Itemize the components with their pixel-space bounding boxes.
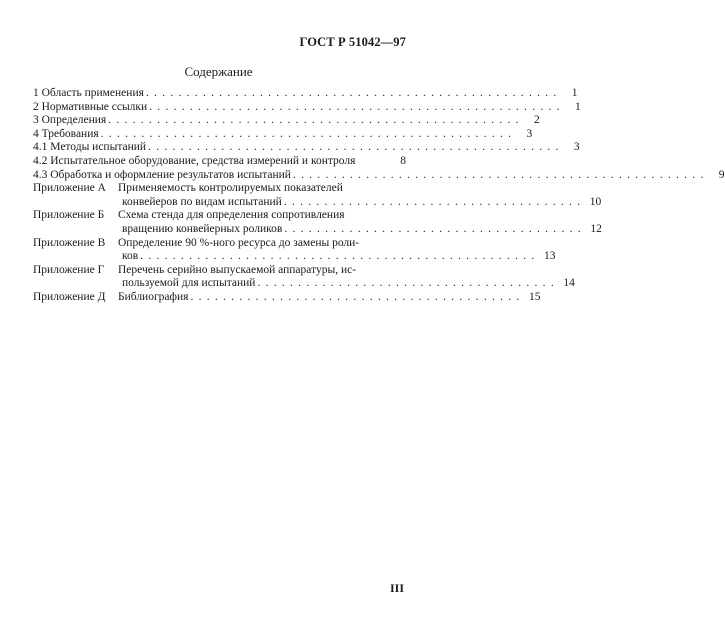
toc-entry-page: 8: [400, 154, 406, 167]
toc-entry-text: 4.2 Испытательное оборудование, средства измерений и контроля: [33, 154, 356, 167]
toc-entry-page: 3: [526, 127, 533, 140]
leader-dots: . . . . . . . . . . . . . . . . . . . . . . . . . . . . . . . . . . . . .: [284, 222, 582, 235]
toc-entry-page: 9: [718, 168, 725, 181]
appendix-page: 14: [563, 277, 575, 290]
leader-dots: . . . . . . . . . . . . . . . . . . . . . . . . . . . . . . . . . . . . .: [283, 195, 582, 208]
leader-dots: . . . . . . . . . . . . . . . . . . . . . . . . . . . . . . . . . . . . . . . . . . . . . . . . . . .: [148, 141, 560, 154]
appendix-label: Приложение В: [33, 236, 106, 249]
toc-entry-text: 3 Определения: [33, 114, 107, 127]
appendix-title-line2: пользуемой для испытаний: [122, 277, 256, 290]
toc-entry-text: 1 Область применения: [33, 87, 144, 99]
leader-dots: . . . . . . . . . . . . . . . . . . . . . . . . . . . . . . . . . . . . . . . . . . . . . . . . . . .: [108, 114, 520, 127]
toc-title: Содержание: [184, 64, 253, 79]
leader-dots: . . . . . . . . . . . . . . . . . . . . . . . . . . . . . . . . . . . . . . . . . . . . . . . . . . .: [100, 127, 513, 140]
leader-dots: . . . . . . . . . . . . . . . . . . . . . . . . . . . . . . . . . . . . .: [257, 277, 555, 290]
appendix-page: 10: [589, 195, 602, 208]
appendix-title-line2: ков: [122, 250, 139, 263]
toc-entry-text: 4.3 Обработка и оформление результатов испытаний: [33, 168, 291, 181]
toc-appendix-g: [33, 263, 575, 291]
appendix-page: 12: [590, 222, 602, 235]
appendix-title-line1: Перечень серийно выпускаемой аппаратуры, ис-: [118, 263, 357, 276]
appendix-page: 15: [529, 290, 541, 303]
appendix-title-line1: Определение 90 %-ного ресурса до замены роли-: [118, 236, 360, 249]
appendix-label: Приложение А: [33, 182, 106, 195]
appendix-label: Приложение Б: [33, 209, 105, 222]
appendix-page: 13: [543, 250, 556, 263]
toc-appendix-a: [33, 182, 602, 209]
page-number: III: [389, 581, 404, 595]
appendix-title-line2: вращению конвейерных роликов: [122, 222, 283, 235]
toc-entry-page: 1: [571, 87, 578, 99]
toc-entry: [33, 127, 533, 142]
toc-entry: [33, 141, 580, 155]
toc-entry-text: 4.1 Методы испытаний: [33, 141, 147, 154]
appendix-title-line2: конвейеров по видам испытаний: [122, 195, 282, 208]
toc-entry-page: 2: [534, 114, 540, 127]
table-of-contents: [33, 87, 725, 305]
toc-appendix-d: [33, 290, 541, 305]
leader-dots: . . . . . . . . . . . . . . . . . . . . . . . . . . . . . . . . . . . . . . . . .: [190, 290, 521, 303]
toc-entry: [33, 155, 406, 169]
toc-entry: [33, 168, 725, 183]
toc-entry-page: 3: [573, 141, 580, 154]
toc-entry-page: 1: [574, 100, 581, 113]
toc-appendix-v: [33, 236, 556, 264]
toc-entry: [33, 114, 540, 128]
toc-appendix-b: [33, 209, 602, 236]
toc-entry: [33, 100, 581, 115]
leader-dots: . . . . . . . . . . . . . . . . . . . . . . . . . . . . . . . . . . . . . . . . . . . . . . . . . . .: [292, 168, 705, 181]
appendix-title-line1: Схема стенда для определения сопротивления: [118, 209, 345, 222]
appendix-label: Приложение Д: [33, 290, 106, 303]
leader-dots: . . . . . . . . . . . . . . . . . . . . . . . . . . . . . . . . . . . . . . . . . . . . . . . . . . .: [145, 87, 558, 99]
leader-dots: . . . . . . . . . . . . . . . . . . . . . . . . . . . . . . . . . . . . . . . . . . . . . . . . .: [140, 250, 536, 263]
appendix-title-line1: Библиография: [118, 290, 189, 303]
document-header: ГОСТ Р 51042—97: [299, 35, 406, 49]
toc-entry-text: 4 Требования: [33, 127, 99, 140]
toc-entry: [33, 87, 578, 101]
toc-entry-text: 2 Нормативные ссылки: [33, 100, 148, 113]
appendix-title-line1: Применяемость контролируемых показателей: [118, 182, 343, 195]
appendix-label: Приложение Г: [33, 263, 105, 276]
leader-dots: . . . . . . . . . . . . . . . . . . . . . . . . . . . . . . . . . . . . . . . . . . . . . . . . . . .: [149, 100, 561, 113]
